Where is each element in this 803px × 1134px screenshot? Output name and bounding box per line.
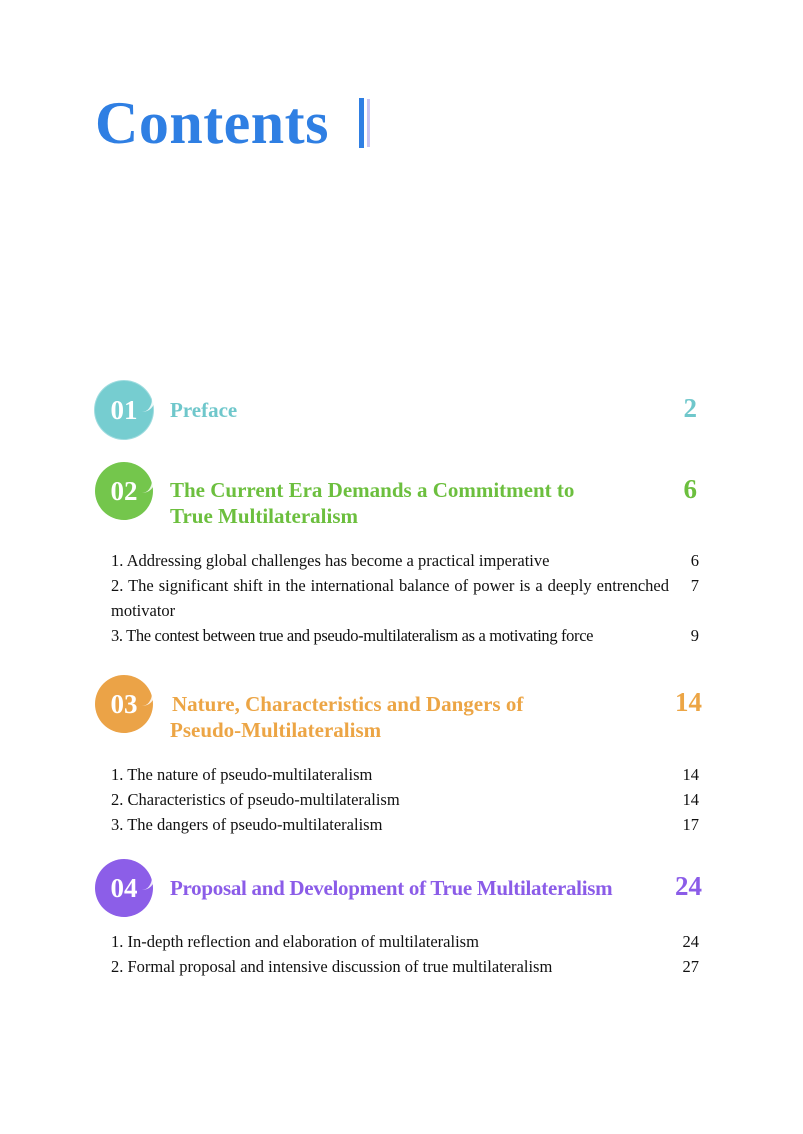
section-title <box>170 477 574 529</box>
toc-item[interactable] <box>111 548 699 573</box>
toc-item-text: 1. Addressing global challenges has become a practical imperative <box>111 551 550 570</box>
toc-section-pseudo-multilateralism[interactable] <box>95 675 707 742</box>
toc-item[interactable] <box>111 812 699 837</box>
section-title-line: True Multilateralism <box>170 504 358 528</box>
section-title <box>170 691 523 743</box>
toc-items-list <box>111 548 699 648</box>
section-number: 04 <box>110 872 138 903</box>
toc-item-text: 2. Formal proposal and intensive discussion of true multilateralism <box>111 957 553 976</box>
toc-section-preface[interactable] <box>95 381 707 441</box>
contents-header <box>95 88 364 158</box>
section-number: 03 <box>110 688 138 719</box>
section-number: 01 <box>110 394 138 425</box>
section-number-badge <box>95 675 153 733</box>
section-number: 02 <box>110 475 138 506</box>
toc-section-current-era[interactable] <box>95 462 707 528</box>
page-title: Contents <box>95 90 330 156</box>
section-number-badge <box>95 462 153 520</box>
toc-item-text: 1. In-depth reflection and elaboration of multilateralism <box>111 932 479 951</box>
toc-item[interactable] <box>111 762 699 787</box>
toc-item-page: 17 <box>682 815 699 834</box>
toc-item-page: 14 <box>682 765 699 784</box>
toc-item[interactable] <box>111 623 699 648</box>
toc-item-page: 7 <box>690 576 699 595</box>
section-page-number: 2 <box>683 393 697 423</box>
section-title-line: Nature, Characteristics and Dangers of <box>172 692 524 716</box>
section-page-number: 14 <box>675 687 702 717</box>
section-number-badge <box>95 381 153 439</box>
toc-item-page: 6 <box>690 551 699 570</box>
section-number-badge <box>95 859 153 917</box>
toc-section-true-multilateralism[interactable] <box>95 859 707 919</box>
toc-item[interactable] <box>111 573 699 623</box>
toc-item-text: 2. Characteristics of pseudo-multilateralism <box>111 790 400 809</box>
toc-items-list <box>111 929 699 979</box>
section-page-number: 6 <box>683 474 697 504</box>
toc-item[interactable] <box>111 954 699 979</box>
section-title: Proposal and Development of True Multilateralism <box>170 876 613 900</box>
toc-item-page: 24 <box>682 932 699 951</box>
toc-item[interactable] <box>111 929 699 954</box>
section-title-line: The Current Era Demands a Commitment to <box>170 478 575 502</box>
toc-item-page: 27 <box>682 957 699 976</box>
toc-item-page: 14 <box>682 790 699 809</box>
toc-item-text: 3. The dangers of pseudo-multilateralism <box>111 815 383 834</box>
section-title-line: Pseudo-Multilateralism <box>170 718 382 742</box>
toc-item[interactable] <box>111 787 699 812</box>
toc-item-page: 9 <box>690 626 699 645</box>
section-title: Preface <box>170 398 238 422</box>
toc-item-text: 3. The contest between true and pseudo-multilateralism as a motivating force <box>111 626 594 645</box>
toc-items-list <box>111 762 699 837</box>
toc-item-text: 2. The significant shift in the international balance of power is a deeply entrenched motivator <box>111 576 669 620</box>
toc-item-text: 1. The nature of pseudo-multilateralism <box>111 765 373 784</box>
section-page-number: 24 <box>675 871 702 901</box>
title-bar-decoration <box>359 98 364 148</box>
